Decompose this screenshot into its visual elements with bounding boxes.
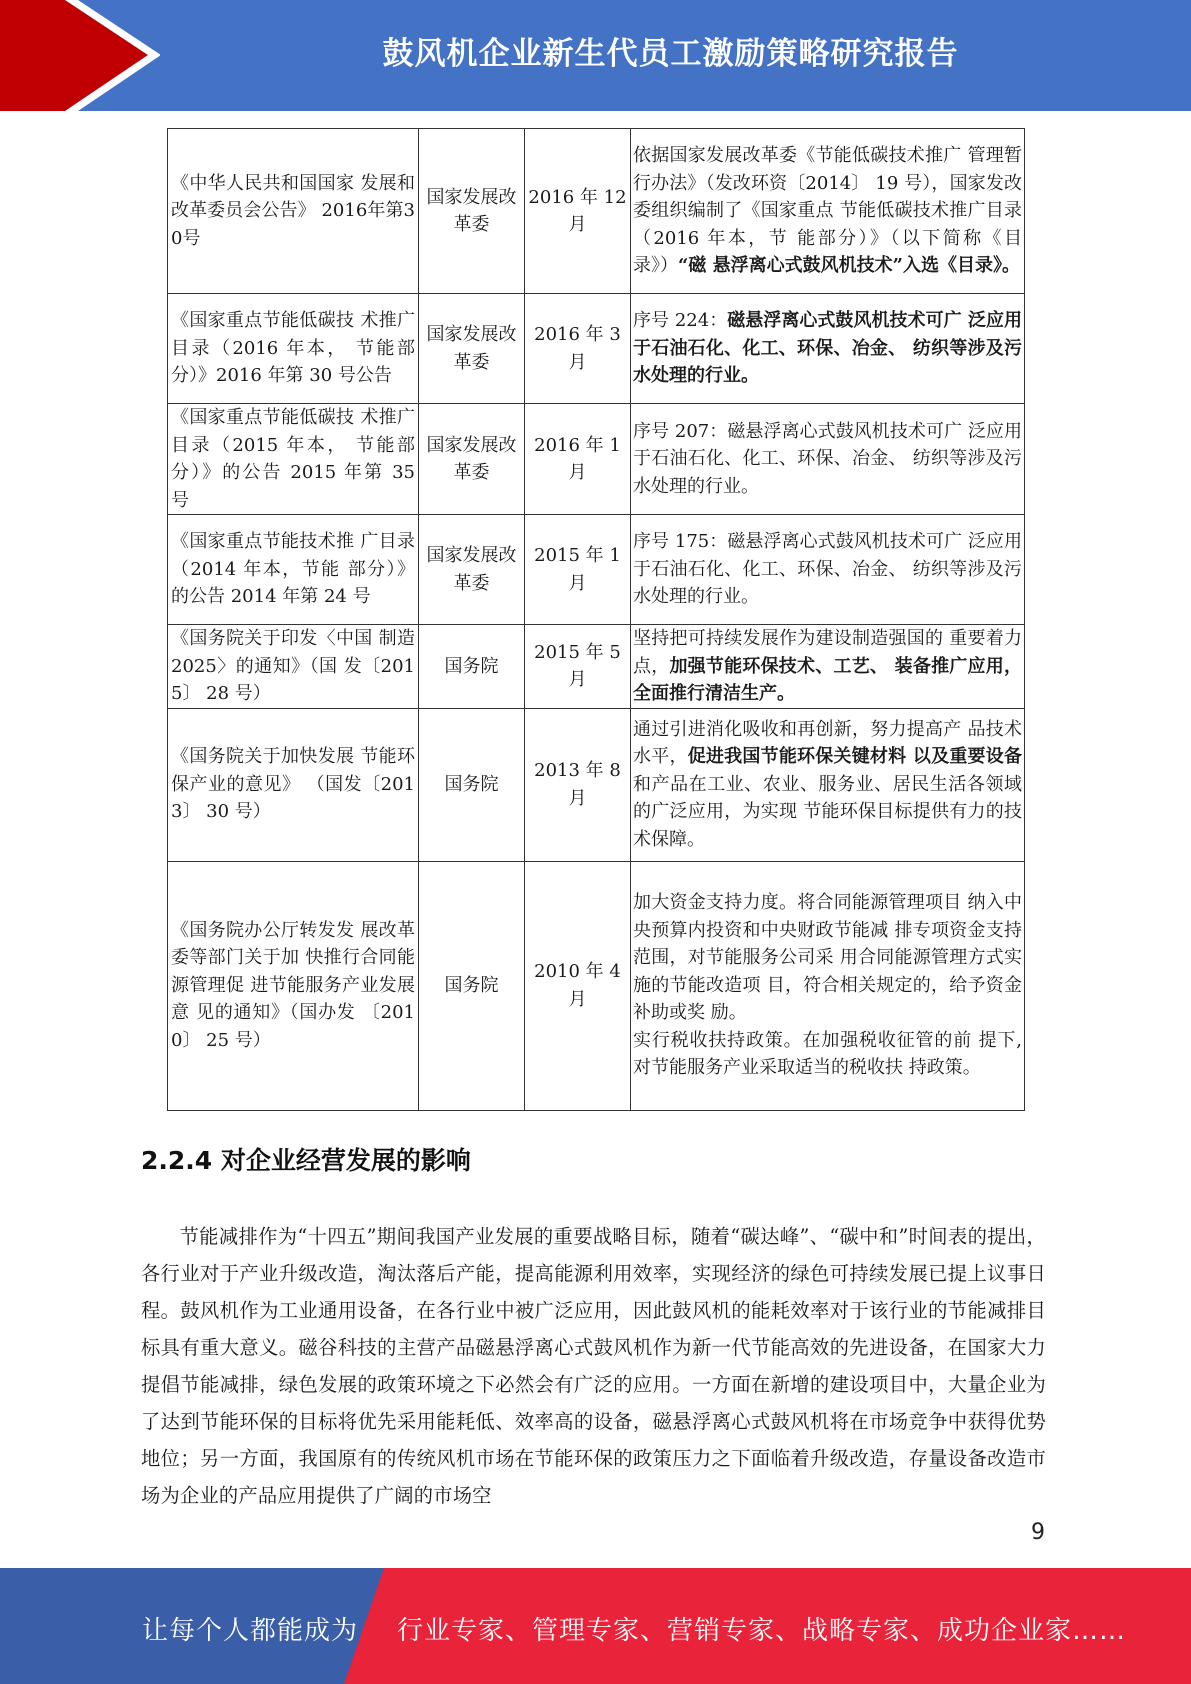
content-text: 坚持把可持续发展作为建设制造强国的 重要着力点， [633, 628, 1022, 677]
content-cell [631, 129, 1025, 294]
table-row [168, 294, 1025, 404]
date-cell: 2015 年 1 月 [525, 515, 631, 625]
content-text: 通过引进消化吸收和再创新，努力提高产 品技术水平， [633, 718, 1022, 768]
table-row [168, 708, 1025, 861]
department-cell: 国务院 [419, 861, 525, 1110]
date-cell: 2016 年 3 月 [525, 294, 631, 404]
table-row [168, 861, 1025, 1110]
content-text: 序号 224： [633, 310, 728, 332]
footer-slogan-right: 行业专家、管理专家、营销专家、战略专家、成功企业家…… [397, 1616, 1127, 1646]
date-cell: 2013 年 8 月 [525, 708, 631, 861]
date-cell: 2010 年 4 月 [525, 861, 631, 1110]
policy-table [167, 128, 1025, 1111]
table-row [168, 129, 1025, 294]
content-cell [631, 625, 1025, 709]
content-text: 序号 207：磁悬浮离心式鼓风机技术可广 泛应用于石油石化、化工、环保、冶金、 纺织等涉及污水处理的行业。 [633, 420, 1022, 497]
content-cell [631, 708, 1025, 861]
content-highlight: “磁 悬浮离心式鼓风机技术”入选《目录》。 [678, 255, 1020, 277]
department-cell: 国家发展改革委 [419, 129, 525, 294]
page-number: 9 [1031, 1520, 1045, 1545]
content-highlight: 促进我国节能环保关键材料 以及重要设备 [687, 746, 1023, 768]
content-text: 实行税收扶持政策。在加强税收征管的前 提下,对节能服务产业采取适当的税收扶 持政策。 [633, 1029, 1022, 1079]
table-row [168, 404, 1025, 515]
policy-name-cell: 《国家重点节能低碳技 术推广目录（2016 年本， 节能部分）》2016 年第 30 号公告 [168, 294, 419, 404]
page-footer [0, 1568, 1191, 1684]
footer-slogan-left: 让每个人都能成为 [142, 1616, 359, 1646]
content-text: 依据国家发展改革委《节能低碳技术推广 管理暂行办法》（发改环资〔2014〕 19 号），国家发改委组织编制了《国家重点 节能低碳技术推广目录（2016 年本，节 能部分）》（以下简称《目录》） [633, 145, 1022, 277]
content-text: 和产品在工业、农业、服务业、居民生活各领域的广泛应用，为实现 节能环保目标提供有力的技术保障。 [633, 773, 1022, 850]
table-row [168, 625, 1025, 709]
content-text: 序号 175：磁悬浮离心式鼓风机技术可广 泛应用于石油石化、化工、环保、冶金、 纺织等涉及污水处理的行业。 [633, 531, 1022, 608]
content-text: 加大资金支持力度。将合同能源管理项目 纳入中央预算内投资和中央财政节能减 排专项资金支持范围，对节能服务公司采 用合同能源管理方式实施的节能改造项 目，符合相关规定的，给予资金补助或奖 励。 [633, 892, 1022, 1024]
department-cell: 国家发展改革委 [419, 404, 525, 515]
policy-name-cell: 《国务院关于加快发展 节能环保产业的意见》 （国发〔2013〕 30 号） [168, 708, 419, 861]
content-cell [631, 861, 1025, 1110]
page-header [0, 0, 1191, 111]
date-cell: 2015 年 5 月 [525, 625, 631, 709]
department-cell: 国家发展改革委 [419, 294, 525, 404]
date-cell: 2016 年 12 月 [525, 129, 631, 294]
content-cell [631, 515, 1025, 625]
content-highlight: 加强节能环保技术、工艺、 装备推广应用，全面推行清洁生产。 [633, 655, 1023, 704]
section-heading: 2.2.4 对企业经营发展的影响 [141, 1146, 471, 1175]
content-cell [631, 404, 1025, 515]
policy-name-cell: 《国务院办公厅转发发 展改革委等部门关于加 快推行合同能源管理促 进节能服务产业发展意 见的通知》（国办发 〔2010〕 25 号） [168, 861, 419, 1110]
department-cell: 国家发展改革委 [419, 515, 525, 625]
policy-name-cell: 《国家重点节能技术推 广目录（2014 年本，节能 部分）》的公告 2014 年第 24 号 [168, 515, 419, 625]
table-row [168, 515, 1025, 625]
report-title: 鼓风机企业新生代员工激励策略研究报告 [382, 36, 959, 72]
content-highlight: 磁悬浮离心式鼓风机技术可广 泛应用于石油石化、化工、环保、冶金、 纺织等涉及污水处理的行业。 [633, 310, 1022, 387]
department-cell: 国务院 [419, 625, 525, 709]
department-cell: 国务院 [419, 708, 525, 861]
body-paragraph: 节能减排作为“十四五”期间我国产业发展的重要战略目标，随着“碳达峰”、“碳中和”时间表的提出，各行业对于产业升级改造，淘汰落后产能，提高能源利用效率，实现经济的绿色可持续发展已提上议事日程。鼓风机作为工业通用设备，在各行业中被广泛应用，因此鼓风机的能耗效率对于该行业的节能减排目标具有重大意义。磁谷科技的主营产品磁悬浮离心式鼓风机作为新一代节能高效的先进设备，在国家大力提倡节能减排，绿色发展的政策环境之下必然会有广泛的应用。一方面在新增的建设项目中，大量企业为了达到节能环保的目标将优先采用能耗低、效率高的设备，磁悬浮离心式鼓风机将在市场竞争中获得优势地位；另一方面，我国原有的传统风机市场在节能环保的政策压力之下面临着升级改造，存量设备改造市场为企业的产品应用提供了广阔的市场空 [141, 1225, 1046, 1507]
policy-name-cell: 《国家重点节能低碳技 术推广目录（2015 年本， 节能部分）》的公告 2015 年第 35 号 [168, 404, 419, 515]
policy-name-cell: 《国务院关于印发〈中国 制造 2025〉的通知》（国 发〔2015〕 28 号） [168, 625, 419, 709]
content-cell [631, 294, 1025, 404]
policy-name-cell: 《中华人民共和国国家 发展和改革委员会公告》 2016年第30号 [168, 129, 419, 294]
date-cell: 2016 年 1 月 [525, 404, 631, 515]
